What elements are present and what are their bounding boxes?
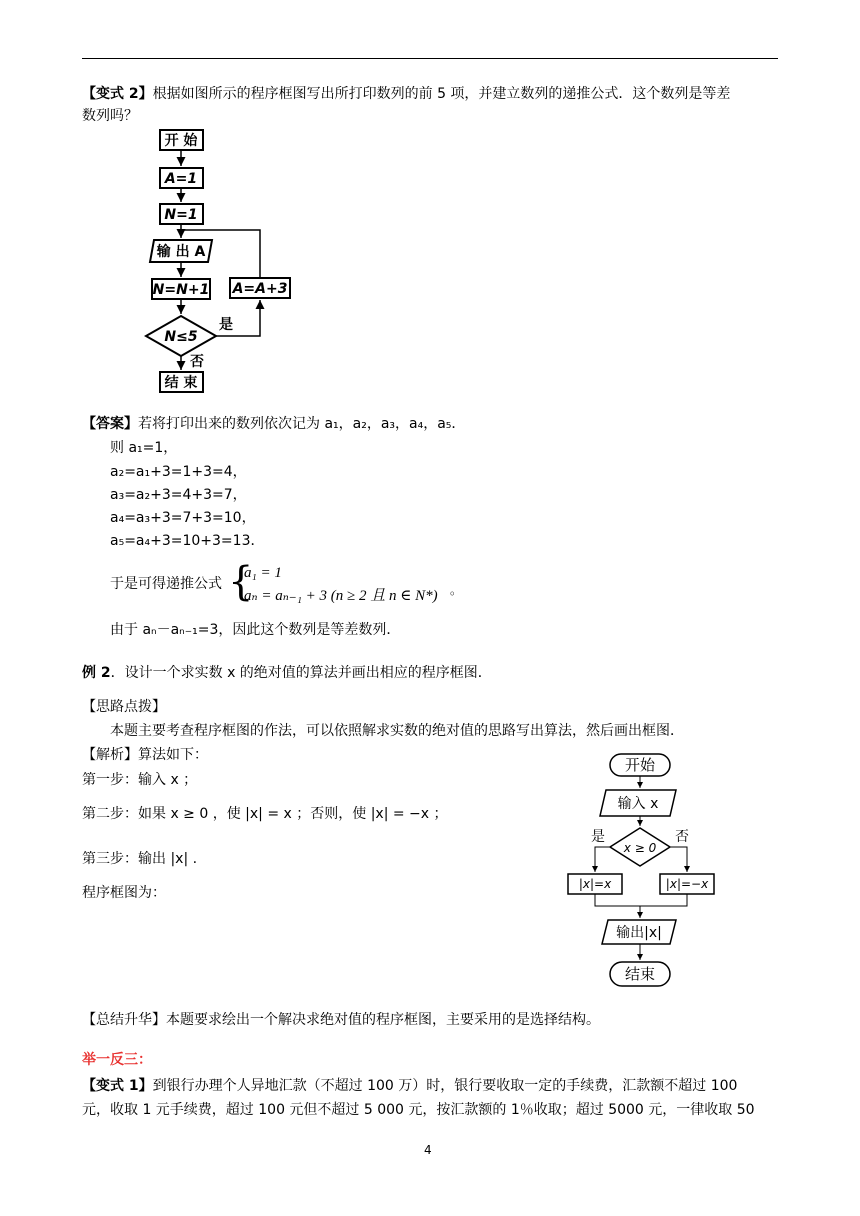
flow2-end-text: 结束 (624, 965, 656, 983)
header-rule (82, 58, 778, 59)
variant1-line2: 元，收取 1 元手续费，超过 100 元但不超过 5 000 元，按汇款额的 1％收取；超过 5000 元，一律收取 50 (82, 1102, 755, 1118)
section-title: 举一反三： (82, 1052, 152, 1068)
answer-intro-line (82, 414, 465, 434)
flowchart-absolute-value (560, 748, 730, 994)
variant1-line1 (82, 1076, 737, 1096)
flow1-n-inc-text: N=N+1 (152, 282, 210, 298)
answer-line-4: a₄=a₃+3=7+3=10， (110, 510, 256, 526)
example2-label: 例 2 (82, 665, 111, 681)
flow1-a-inc-text: A=A+3 (232, 281, 288, 297)
recur-line2: aₙ = aₙ₋₁ + 3 (n ≥ 2 且 n ∈ N*) (244, 588, 438, 604)
flow1-a-init-text: A=1 (164, 171, 198, 187)
example2-text: ．设计一个求实数 x 的绝对值的算法并画出相应的程序框图． (110, 665, 492, 681)
analysis-line (82, 745, 208, 765)
flowchart-sequence (140, 126, 310, 396)
summary-text: 本题要求绘出一个解决求绝对值的程序框图，主要采用的是选择结构。 (166, 1012, 600, 1028)
flow2-left-text: |x|=x (578, 877, 612, 891)
flow2-output-text: 输出|x| (616, 925, 662, 941)
recur-prefix: 于是可得递推公式 (110, 576, 222, 592)
variant2-text: 根据如图所示的程序框图写出所打印数列的前 5 项，并建立数列的递推公式．这个数列是等差 (152, 86, 731, 102)
variant2-line1 (82, 84, 730, 104)
summary-line (82, 1010, 600, 1030)
flow1-output-text: 输 出 A (156, 244, 206, 260)
recur-brace: { (228, 559, 254, 605)
flow2-no-label: 否 (675, 829, 689, 845)
flow2-input-text: 输入 x (617, 796, 659, 812)
answer-line-3: a₃=a₂+3=4+3=7， (110, 487, 247, 503)
analysis-diagram-label: 程序框图为： (82, 885, 166, 901)
flow2-start-text: 开始 (624, 756, 656, 774)
flow1-no-label: 否 (190, 354, 204, 370)
recur-line1: a₁ = 1 (244, 565, 282, 581)
answer-line-1: 则 a₁=1， (110, 440, 178, 456)
hint-text: 本题主要考查程序框图的作法，可以依照解求实数的绝对值的思路写出算法，然后画出框图． (110, 723, 684, 739)
answer-intro: 若将打印出来的数列依次记为 a₁，a₂，a₃，a₄，a₅． (138, 416, 466, 432)
flow1-end-text: 结 束 (164, 375, 198, 391)
flow2-yes-label: 是 (591, 829, 605, 845)
variant1-label: 【变式 1】 (82, 1078, 153, 1094)
analysis-label: 【解析】 (82, 747, 138, 763)
analysis-text: 算法如下： (138, 747, 208, 763)
summary-label: 【总结升华】 (82, 1012, 166, 1028)
flow1-yes-label: 是 (219, 317, 233, 333)
hint-label: 【思路点拨】 (82, 699, 166, 715)
analysis-step3: 第三步：输出 |x| . (82, 851, 198, 867)
recur-suffix: 。 (450, 583, 463, 597)
analysis-step2: 第二步：如果 x ≥ 0 ，使 |x| = x ；否则，使 |x| = −x ； (82, 806, 448, 822)
variant1-text: 到银行办理个人异地汇款（不超过 100 万）时，银行要收取一定的手续费，汇款额不超过 100 (152, 1078, 738, 1094)
variant2-line2: 数列吗？ (82, 108, 138, 124)
analysis-step1: 第一步：输入 x ； (82, 772, 198, 788)
example2-line (82, 663, 492, 683)
flow1-start-text: 开 始 (164, 133, 198, 149)
variant2-label: 【变式 2】 (82, 86, 153, 102)
flow1-cond-text: N≤5 (164, 329, 198, 345)
page-number: 4 (424, 1143, 432, 1157)
answer-conclusion: 由于 aₙ－aₙ₋₁=3，因此这个数列是等差数列． (110, 622, 401, 638)
answer-label: 【答案】 (82, 416, 138, 432)
answer-line-2: a₂=a₁+3=1+3=4， (110, 464, 247, 480)
answer-line-5: a₅=a₄+3=10+3=13． (110, 533, 265, 549)
flow2-cond-text: x ≥ 0 (623, 841, 657, 855)
flow2-right-text: |x|=−x (665, 877, 709, 891)
flow1-n-init-text: N=1 (164, 207, 198, 223)
